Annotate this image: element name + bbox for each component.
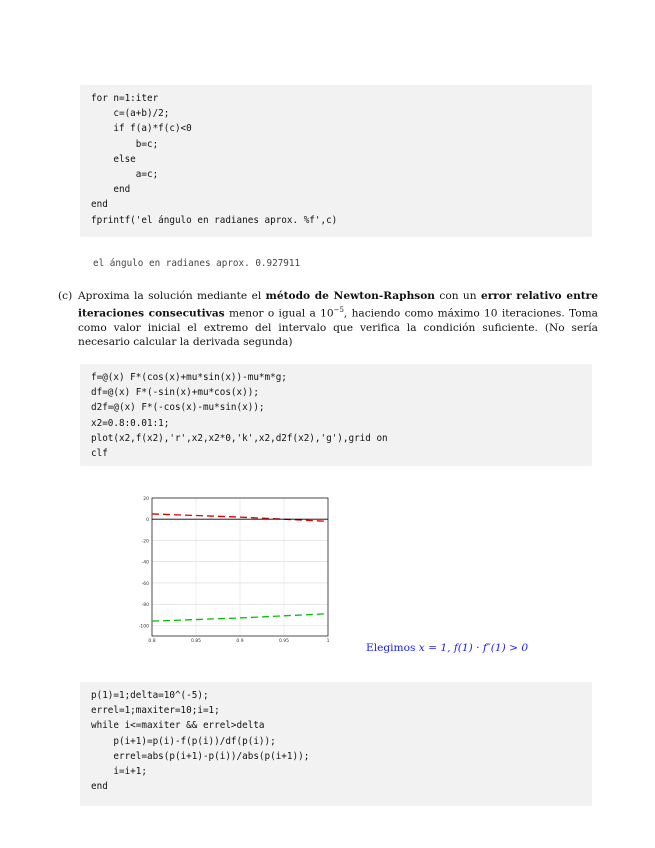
code-line: end xyxy=(113,184,131,196)
code-line: fprintf('el ángulo en radianes aprox. %f',c) xyxy=(91,214,338,226)
code-line: p(1)=1;delta=10^(-5); xyxy=(91,690,209,701)
bold-part: método de Newton-Raphson xyxy=(265,290,435,302)
x-tick-label: 0.9 xyxy=(236,639,244,644)
output-text: el ángulo en radianes aprox. 0.927911 xyxy=(93,258,301,269)
code-block-bisection-text xyxy=(80,85,592,228)
text-part: menor o igual a 10 xyxy=(224,307,334,320)
y-tick-label: -80 xyxy=(141,603,149,609)
code-line: b=c; xyxy=(135,138,159,150)
code-line: end xyxy=(91,781,108,793)
code-line: f=@(x) F*(cos(x)+mu*sin(x))-mu*m*g; xyxy=(91,372,287,383)
caption-prefix: Elegimos xyxy=(366,642,419,654)
code-line: for n=1:iter xyxy=(91,93,159,104)
code-line: x2=0.8:0.01:1; xyxy=(91,417,170,429)
y-tick-label: -40 xyxy=(141,560,149,566)
code-line: p(i+1)=p(i)-f(p(i))/df(p(i)); xyxy=(113,735,276,747)
exponent: −5 xyxy=(333,306,344,315)
code-line: clf xyxy=(91,448,108,460)
code-line: a=c; xyxy=(135,169,159,181)
text-part: Aproxima la solución mediante el xyxy=(78,290,266,302)
code-line: else xyxy=(113,153,136,165)
bold-part: error relativo entre iteraciones consecutivas xyxy=(78,290,598,320)
x-tick-label: 1 xyxy=(326,639,330,644)
x-tick-label: 0.95 xyxy=(278,639,290,644)
plot-figure xyxy=(138,494,334,650)
text-part: , haciendo como máximo 10 iteraciones. Toma como valor inicial el extremo del intervalo que verifica la condición suficiente. (No sería necesario calcular la derivada segunda) xyxy=(78,307,599,349)
code-line: while i<=maxiter && errel>delta xyxy=(91,720,265,732)
code-line: df=@(x) F*(-sin(x)+mu*cos(x)); xyxy=(91,387,259,399)
caption-math: x = 1, f(1) · f″(1) > 0 xyxy=(418,642,529,654)
y-tick-label: -20 xyxy=(141,539,149,545)
code-block-functions-text xyxy=(80,364,592,461)
code-line: c=(a+b)/2; xyxy=(113,108,170,120)
figure-caption xyxy=(366,642,528,654)
item-label: (c) xyxy=(58,290,73,302)
y-tick-label: 0 xyxy=(146,518,149,524)
code-block-newton xyxy=(80,682,592,806)
y-tick-label: -100 xyxy=(138,624,149,630)
code-line: errel=1;maxiter=10;i=1; xyxy=(91,705,220,717)
code-line: end xyxy=(91,199,108,211)
code-block-newton-text xyxy=(80,682,592,794)
code-line: i=i+1; xyxy=(113,766,147,778)
paragraph-c-text xyxy=(78,289,598,350)
x-tick-label: 0.8 xyxy=(148,639,156,644)
code-line: d2f=@(x) F*(-cos(x)-mu*sin(x)); xyxy=(91,402,265,414)
code-block-functions xyxy=(80,364,592,466)
code-line: if f(a)*f(c)<0 xyxy=(113,123,192,135)
code-line: errel=abs(p(i+1)-p(i))/abs(p(i+1)); xyxy=(113,750,310,762)
code-block-bisection xyxy=(80,85,592,237)
text-part: con un xyxy=(435,290,481,302)
y-tick-label: 20 xyxy=(143,497,149,502)
y-tick-label: -60 xyxy=(141,581,149,587)
code-line: plot(x2,f(x2),'r',x2,x2*0,'k',x2,d2f(x2),'g'),grid on xyxy=(91,432,388,444)
paragraph-c xyxy=(58,289,598,350)
x-tick-label: 0.85 xyxy=(190,639,202,644)
